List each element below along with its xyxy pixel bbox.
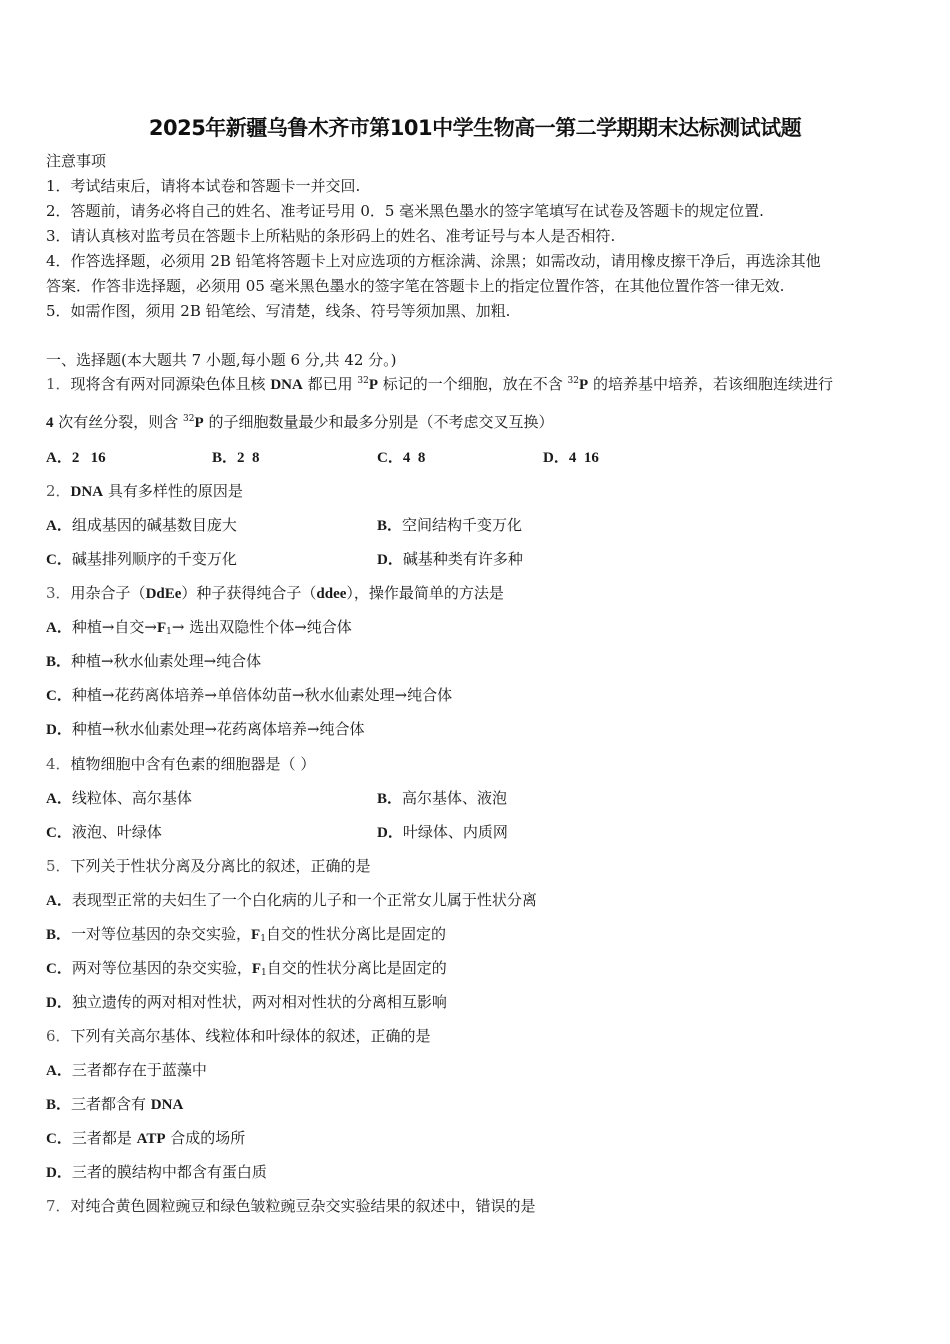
question-number: 6．	[46, 1027, 71, 1045]
question-1-option-b[interactable]: B．2 8	[212, 450, 260, 466]
question-4-option-b[interactable]: B．高尔基体、液泡	[377, 789, 508, 807]
question-number: 4．	[46, 755, 71, 773]
question-3-option-b[interactable]: B．种植→秋水仙素处理→纯合体	[46, 652, 262, 670]
question-4-option-d[interactable]: D．叶绿体、内质网	[377, 823, 508, 841]
question-2-option-a[interactable]: A．组成基因的碱基数目庞大	[46, 516, 237, 534]
question-5-option-a[interactable]: A．表现型正常的夫妇生了一个白化病的儿子和一个正常女儿属于性状分离	[46, 891, 537, 909]
question-5-stem: 5．下列关于性状分离及分离比的叙述，正确的是	[46, 857, 371, 875]
question-6-stem: 6．下列有关高尔基体、线粒体和叶绿体的叙述，正确的是	[46, 1027, 431, 1045]
question-4-option-c[interactable]: C．液泡、叶绿体	[46, 823, 162, 841]
question-3-option-d[interactable]: D．种植→秋水仙素处理→花药离体培养→纯合体	[46, 720, 365, 738]
notice-heading: 注意事项	[46, 152, 107, 170]
question-number: 1．	[46, 375, 71, 393]
notice-item-4: 4．作答选择题，必须用 2B 铅笔将答题卡上对应选项的方框涂满、涂黑；如需改动，请用橡皮擦干净后，再选涂其他	[46, 252, 821, 270]
question-2-stem: 2．DNA 具有多样性的原因是	[46, 482, 243, 500]
question-1-option-d[interactable]: D．4 16	[543, 450, 599, 466]
question-6-option-a[interactable]: A．三者都存在于蓝藻中	[46, 1061, 207, 1079]
question-3-option-c[interactable]: C．种植→花药离体培养→单倍体幼苗→秋水仙素处理→纯合体	[46, 686, 453, 704]
question-5-option-d[interactable]: D．独立遗传的两对相对性状，两对相对性状的分离相互影响	[46, 993, 447, 1011]
question-6-option-c[interactable]: C．三者都是 ATP 合成的场所	[46, 1129, 246, 1147]
notice-item-4-cont: 答案．作答非选择题，必须用 05 毫米黑色墨水的签字笔在答题卡上的指定位置作答，在其他位置作答一律无效.	[46, 277, 785, 295]
question-5-option-c[interactable]: C．两对等位基因的杂交实验，$F_1$自交的性状分离比是固定的	[46, 959, 447, 978]
question-number: 5．	[46, 857, 71, 875]
notice-item-2: 2．答题前，请务必将自己的姓名、准考证号用 0．5 毫米黑色墨水的签字笔填写在试卷及答题卡的规定位置.	[46, 202, 764, 220]
question-2-option-c[interactable]: C．碱基排列顺序的千变万化	[46, 550, 237, 568]
question-4-stem: 4．植物细胞中含有色素的细胞器是（ ）	[46, 755, 316, 773]
question-number: 2．	[46, 482, 71, 500]
question-1-stem: 1．现将含有两对同源染色体且核 DNA 都已用 $^{32}$P 标记的一个细胞，放在不含 $^{32}$P 的培养基中培养，若该细胞连续进行	[46, 375, 833, 393]
question-6-option-d[interactable]: D．三者的膜结构中都含有蛋白质	[46, 1163, 267, 1181]
question-6-option-b[interactable]: B．三者都含有 DNA	[46, 1095, 184, 1113]
notice-item-1: 1．考试结束后，请将本试卷和答题卡一并交回.	[46, 177, 361, 195]
document-title: 2025年新疆乌鲁木齐市第101中学生物高一第二学期期末达标测试试题	[148, 116, 802, 140]
notice-item-5: 5．如需作图，须用 2B 铅笔绘、写清楚，线条、符号等须加黑、加粗.	[46, 302, 511, 320]
question-7-stem: 7．对纯合黄色圆粒豌豆和绿色皱粒豌豆杂交实验结果的叙述中，错误的是	[46, 1197, 536, 1215]
question-number: 7．	[46, 1197, 71, 1215]
question-3-option-a[interactable]: A．种植→自交$\to F_1\to$ 选出双隐性个体→纯合体	[46, 618, 352, 637]
question-2-option-d[interactable]: D．碱基种类有许多种	[377, 550, 523, 568]
question-3-stem: 3．用杂合子（DdEe）种子获得纯合子（ddee），操作最简单的方法是	[46, 584, 504, 602]
question-5-option-b[interactable]: B．一对等位基因的杂交实验，$F_1$自交的性状分离比是固定的	[46, 925, 446, 944]
question-4-option-a[interactable]: A．线粒体、高尔基体	[46, 789, 192, 807]
question-2-option-b[interactable]: B．空间结构千变万化	[377, 516, 523, 534]
notice-item-3: 3．请认真核对监考员在答题卡上所粘贴的条形码上的姓名、准考证号与本人是否相符.	[46, 227, 616, 245]
question-1-option-a[interactable]: A．2 16	[46, 450, 106, 466]
section-heading: 一、选择题(本大题共 7 小题,每小题 6 分,共 42 分。)	[46, 351, 397, 369]
question-1-option-c[interactable]: C．4 8	[377, 450, 426, 466]
question-1-stem-cont: 4 次有丝分裂，则含 $^{32}$P 的子细胞数量最少和最多分别是（不考虑交叉互换）	[46, 413, 554, 431]
question-number: 3．	[46, 584, 71, 602]
